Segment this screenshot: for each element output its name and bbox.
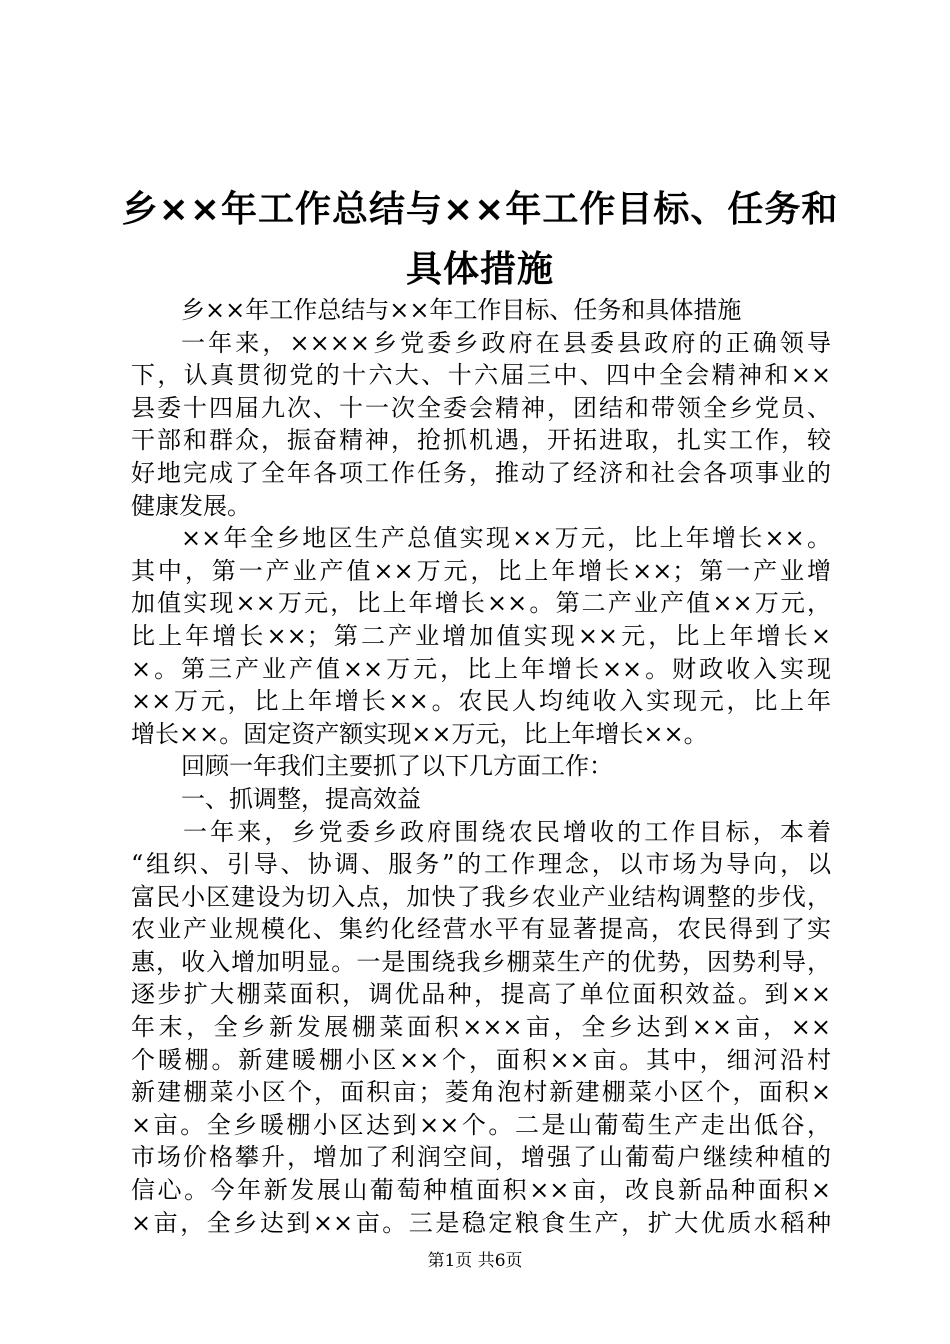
body-line: 其中，第一产业产值××万元，比上年增长××；第一产业增 <box>131 556 831 585</box>
body-line: 个暖棚。新建暖棚小区××个，面积××亩。其中，细河沿村 <box>131 1045 831 1074</box>
body-line: 下，认真贯彻党的十六大、十六届三中、四中全会精神和×× <box>131 361 831 390</box>
title-line-1: 乡××年工作总结与××年工作目标、任务和 <box>121 189 839 230</box>
body-line: 信心。今年新发展山葡萄种植面积××亩，改良新品种面积× <box>131 1176 831 1205</box>
document-body <box>131 294 831 1239</box>
body-line: 一年来，乡党委乡政府围绕农民增收的工作目标，本着 <box>183 817 831 846</box>
body-line: “组织、引导、协调、服务”的工作理念，以市场为导向，以 <box>131 850 831 879</box>
body-line: 新建棚菜小区个，面积亩；菱角泡村新建棚菜小区个，面积× <box>131 1078 831 1107</box>
body-line: 干部和群众，振奋精神，抢抓机遇，开拓进取，扎实工作，较 <box>131 426 831 455</box>
title-line-2: 具体措施 <box>405 249 554 290</box>
body-line: 加值实现××万元，比上年增长××。第二产业产值××万元， <box>131 589 831 618</box>
body-line: ×。第三产业产值××万元，比上年增长××。财政收入实现 <box>131 654 831 683</box>
body-line: 县委十四届九次、十一次全委会精神，团结和带领全乡党员、 <box>131 393 831 422</box>
body-line: 比上年增长××；第二产业增加值实现××元，比上年增长× <box>131 621 831 650</box>
body-line: ××年全乡地区生产总值实现××万元，比上年增长××。 <box>181 524 831 553</box>
body-line: 好地完成了全年各项工作任务，推动了经济和社会各项事业的 <box>131 458 831 487</box>
page-footer: 第1页 共6页 <box>427 1251 523 1271</box>
body-line: 增长××。固定资产额实现××万元，比上年增长××。 <box>131 719 708 748</box>
body-line: 一、抓调整，提高效益 <box>181 784 421 813</box>
body-line: 惠，收入增加明显。一是围绕我乡棚菜生产的优势，因势利导， <box>131 947 831 976</box>
body-line: 一年来，××××乡党委乡政府在县委县政府的正确领导 <box>181 328 831 357</box>
body-line: 富民小区建设为切入点，加快了我乡农业产业结构调整的步伐， <box>131 882 831 911</box>
body-line: 健康发展。 <box>131 491 251 520</box>
body-line: ×亩。全乡暖棚小区达到××个。二是山葡萄生产走出低谷， <box>131 1110 831 1139</box>
body-line: ×亩，全乡达到××亩。三是稳定粮食生产，扩大优质水稻种 <box>131 1208 831 1237</box>
body-line: 市场价格攀升，增加了利润空间，增强了山葡萄户继续种植的 <box>131 1143 831 1172</box>
body-line: 逐步扩大棚菜面积，调优品种，提高了单位面积效益。到×× <box>131 980 831 1009</box>
document-title <box>120 180 840 300</box>
body-line: 回顾一年我们主要抓了以下几方面工作： <box>181 752 613 781</box>
body-line: 年末，全乡新发展棚菜面积×××亩，全乡达到××亩，×× <box>131 1013 831 1042</box>
body-line: ××万元，比上年增长××。农民人均纯收入实现元，比上年 <box>131 687 831 716</box>
body-line: 农业产业规模化、集约化经营水平有显著提高，农民得到了实 <box>131 915 831 944</box>
body-line: 乡××年工作总结与××年工作目标、任务和具体措施 <box>181 296 742 324</box>
